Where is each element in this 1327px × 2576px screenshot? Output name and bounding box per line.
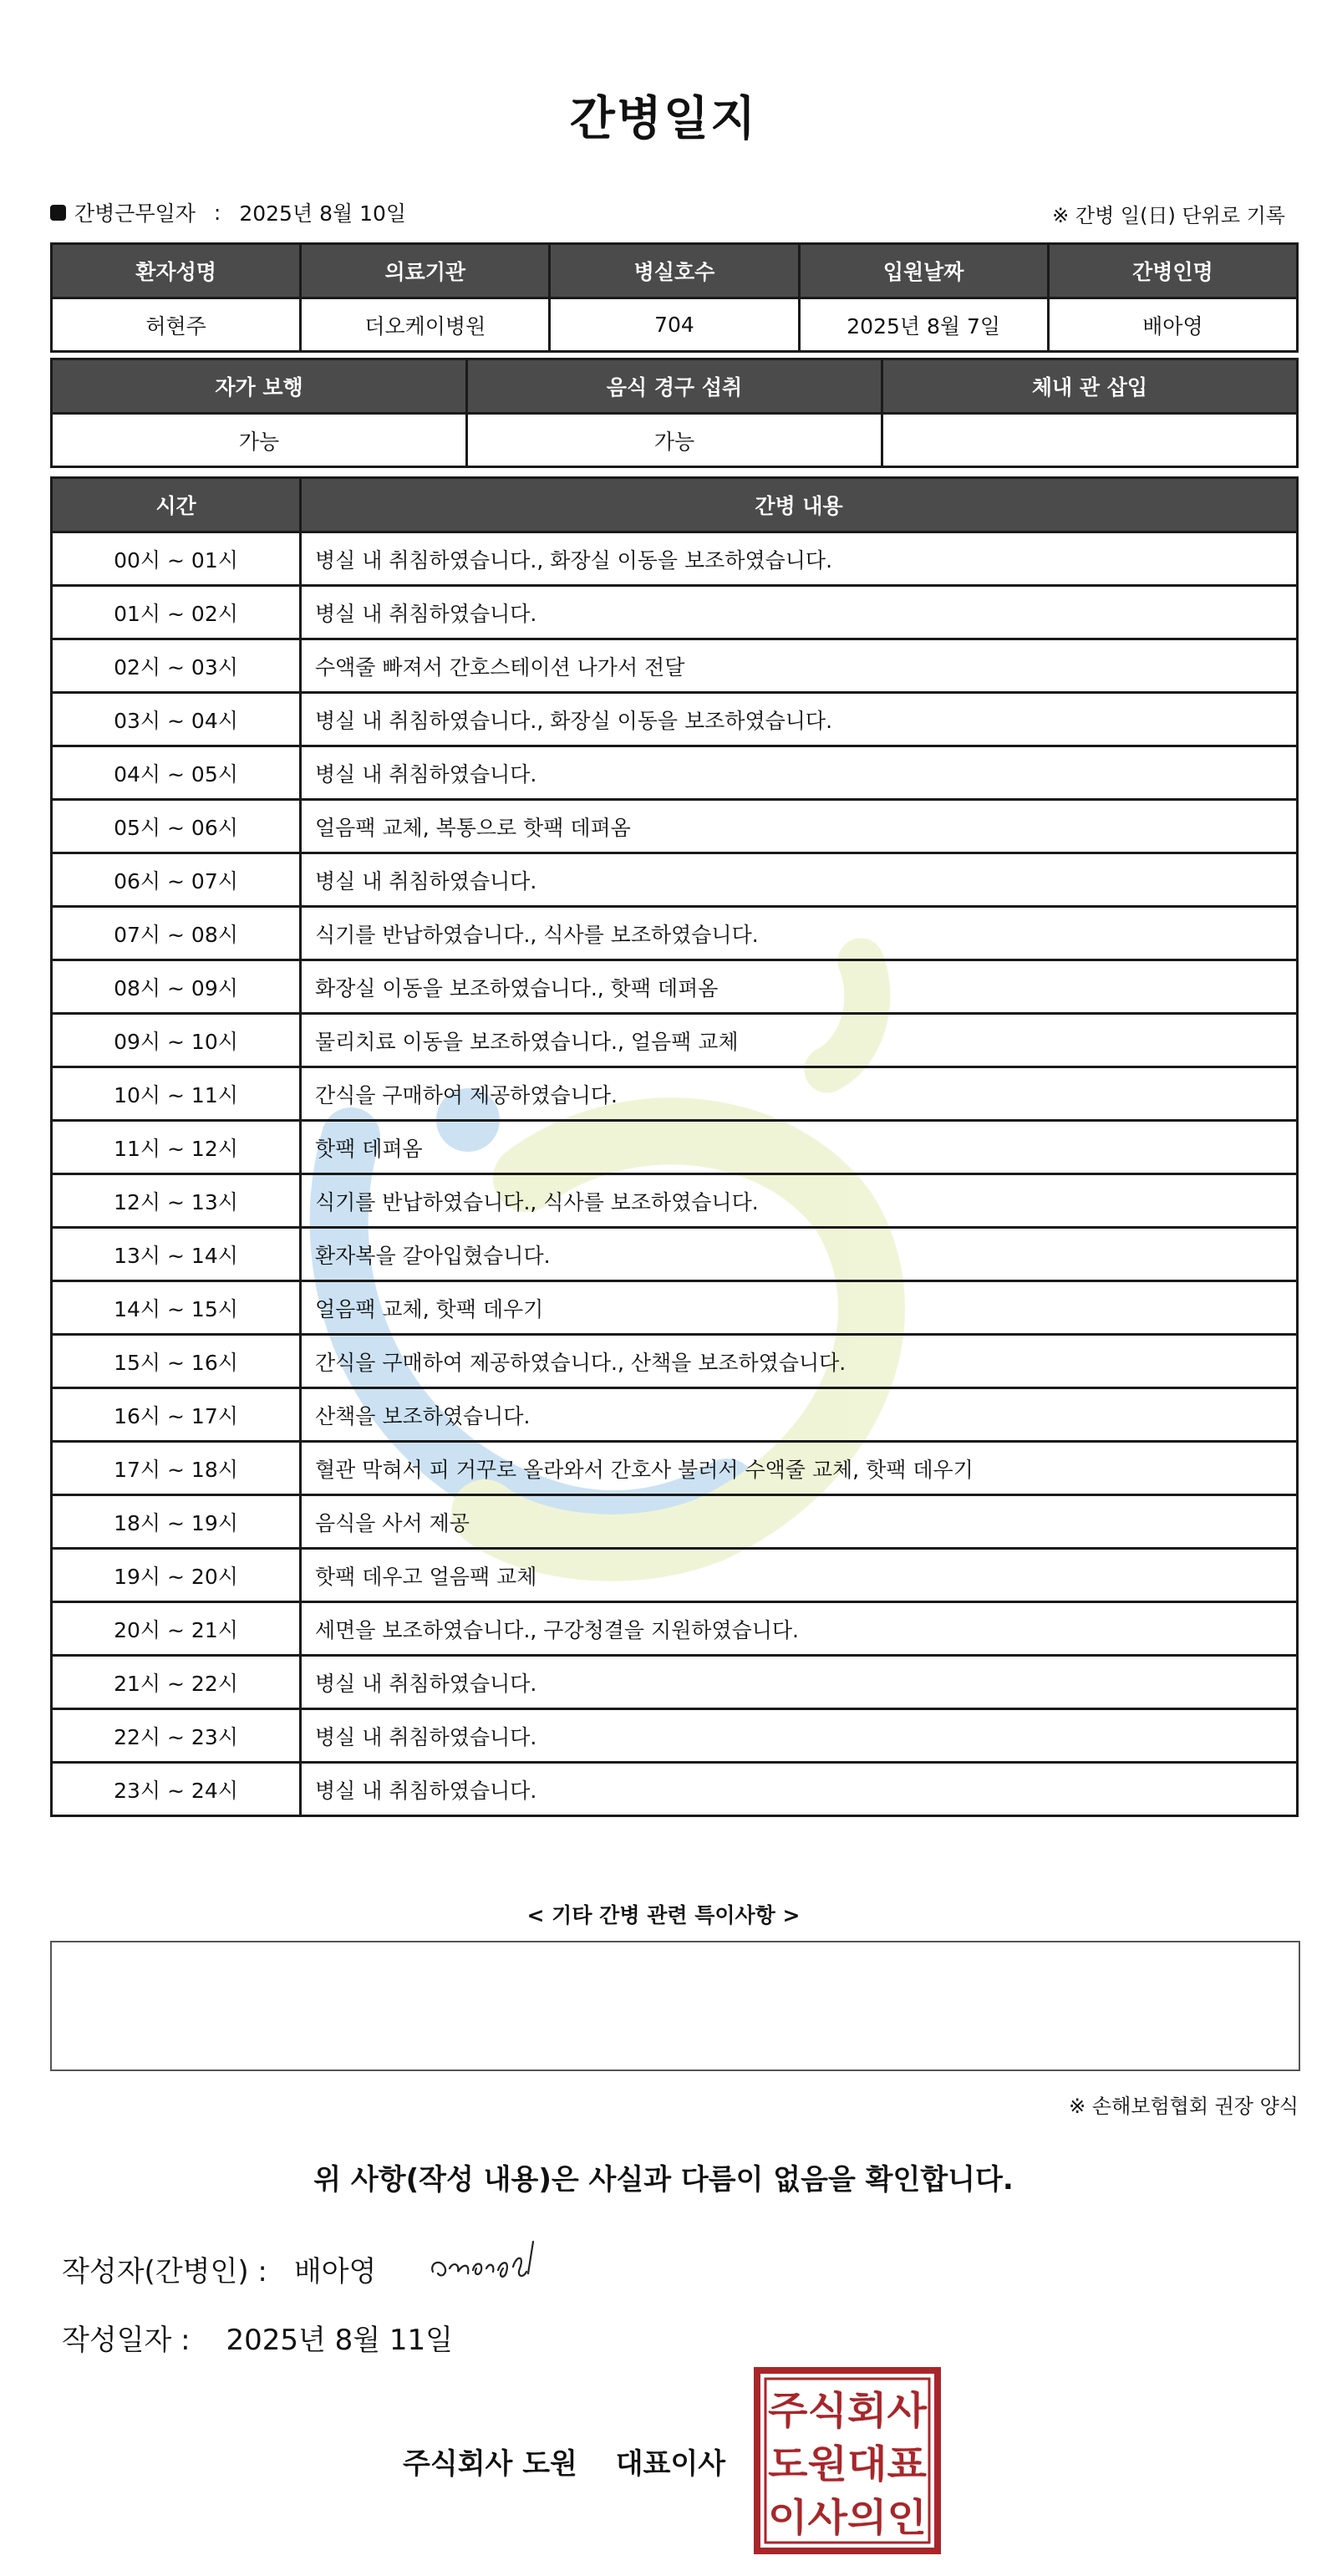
stamp-text-line: 주식회사 <box>768 2388 928 2433</box>
care-log-table <box>50 476 1299 1817</box>
writer-name: 배아영 <box>293 2255 377 2288</box>
caregiver-name: 배아영 <box>1048 298 1297 352</box>
header-tube-insertion: 체내 관 삽입 <box>882 359 1298 414</box>
log-row <box>52 693 1298 746</box>
admission-date: 2025년 8월 7일 <box>799 298 1048 352</box>
log-row <box>52 1602 1298 1656</box>
log-row <box>52 1228 1298 1281</box>
stamp-text-line: 도원대표 <box>768 2441 928 2487</box>
log-row <box>52 800 1298 853</box>
colon: : <box>213 200 221 225</box>
work-date-label: 간병근무일자 <box>74 201 196 226</box>
self-walking-value: 가능 <box>52 414 467 467</box>
work-date-value: 2025년 8월 10일 <box>239 201 407 226</box>
log-content: 병실 내 취침하였습니다. <box>301 1763 1298 1816</box>
confirmation-statement: 위 사항(작성 내용)은 사실과 다름이 없음을 확인합니다. <box>313 2163 1014 2197</box>
status-header-row <box>52 359 1298 414</box>
log-time: 08시 ~ 09시 <box>52 960 301 1014</box>
special-notes-box <box>50 1941 1300 2071</box>
log-time: 06시 ~ 07시 <box>52 853 301 907</box>
header-hospital: 의료기관 <box>301 244 550 298</box>
log-content: 산책을 보조하였습니다. <box>301 1388 1298 1442</box>
log-row <box>52 960 1298 1014</box>
log-time: 16시 ~ 17시 <box>52 1388 301 1442</box>
hospital: 더오케이병원 <box>301 298 550 352</box>
log-time: 17시 ~ 18시 <box>52 1442 301 1495</box>
log-time: 05시 ~ 06시 <box>52 800 301 853</box>
writer-line <box>62 2248 376 2289</box>
log-content: 식기를 반납하였습니다., 식사를 보조하였습니다. <box>301 907 1298 960</box>
handwritten-signature <box>426 2230 560 2297</box>
header-oral-intake: 음식 경구 섭취 <box>467 359 882 414</box>
written-date-label: 작성일자 : <box>62 2324 191 2357</box>
log-content: 음식을 사서 제공 <box>301 1495 1298 1549</box>
writer-label: 작성자(간병인) : <box>62 2255 267 2288</box>
log-time: 01시 ~ 02시 <box>52 586 301 639</box>
log-content: 물리치료 이동을 보조하였습니다., 얼음팩 교체 <box>301 1014 1298 1067</box>
log-time: 11시 ~ 12시 <box>52 1121 301 1174</box>
page-title: 간병일지 <box>569 92 758 146</box>
log-row <box>52 907 1298 960</box>
log-row <box>52 1121 1298 1174</box>
log-row <box>52 853 1298 907</box>
log-content: 화장실 이동을 보조하였습니다., 핫팩 데펴옴 <box>301 960 1298 1014</box>
log-row <box>52 1442 1298 1495</box>
log-row <box>52 586 1298 639</box>
special-notes-title: < 기타 간병 관련 특이사항 > <box>526 1903 801 1927</box>
log-row <box>52 1656 1298 1709</box>
log-time: 22시 ~ 23시 <box>52 1709 301 1763</box>
patient-table <box>50 242 1299 353</box>
log-row <box>52 1281 1298 1335</box>
written-date-value: 2025년 8월 11일 <box>226 2324 454 2357</box>
log-row <box>52 1495 1298 1549</box>
log-row <box>52 532 1298 586</box>
stamp-text-line: 이사의인 <box>768 2495 927 2540</box>
log-time: 09시 ~ 10시 <box>52 1014 301 1067</box>
log-time: 12시 ~ 13시 <box>52 1174 301 1228</box>
patient-name: 허현주 <box>52 298 301 352</box>
recommend-note: ※ 손해보험협회 권장 양식 <box>1069 2095 1299 2118</box>
log-time: 21시 ~ 22시 <box>52 1656 301 1709</box>
log-content: 병실 내 취침하였습니다., 화장실 이동을 보조하였습니다. <box>301 693 1298 746</box>
representative-title: 대표이사 <box>615 2447 726 2481</box>
log-time: 07시 ~ 08시 <box>52 907 301 960</box>
status-value-row <box>52 414 1298 467</box>
company-line <box>403 2441 725 2482</box>
log-time: 19시 ~ 20시 <box>52 1549 301 1602</box>
header-room: 병실호수 <box>550 244 799 298</box>
header-care-content: 간병 내용 <box>301 478 1298 532</box>
log-row <box>52 1335 1298 1388</box>
log-body <box>52 532 1298 1816</box>
room-number: 704 <box>550 298 799 352</box>
header-patient-name: 환자성명 <box>52 244 301 298</box>
company-name: 주식회사 도원 <box>403 2447 577 2481</box>
log-content: 얼음팩 교체, 핫팩 데우기 <box>301 1281 1298 1335</box>
header-self-walking: 자가 보행 <box>52 359 467 414</box>
tube-insertion-value <box>882 414 1298 467</box>
header-admission-date: 입원날짜 <box>799 244 1048 298</box>
status-table <box>50 358 1299 468</box>
log-row <box>52 1067 1298 1121</box>
log-content: 병실 내 취침하였습니다., 화장실 이동을 보조하였습니다. <box>301 532 1298 586</box>
log-content: 세면을 보조하였습니다., 구강청결을 지원하였습니다. <box>301 1602 1298 1656</box>
log-header-row <box>52 478 1298 532</box>
log-content: 얼음팩 교체, 복통으로 핫팩 데펴옴 <box>301 800 1298 853</box>
written-date-line <box>62 2317 453 2358</box>
log-content: 핫팩 데우고 얼음팩 교체 <box>301 1549 1298 1602</box>
log-row <box>52 1174 1298 1228</box>
log-content: 병실 내 취침하였습니다. <box>301 853 1298 907</box>
log-content: 병실 내 취침하였습니다. <box>301 746 1298 800</box>
work-date-line <box>50 197 406 227</box>
log-time: 20시 ~ 21시 <box>52 1602 301 1656</box>
log-content: 핫팩 데펴옴 <box>301 1121 1298 1174</box>
log-time: 23시 ~ 24시 <box>52 1763 301 1816</box>
patient-value-row <box>52 298 1298 352</box>
log-row <box>52 1709 1298 1763</box>
header-caregiver-name: 간병인명 <box>1048 244 1297 298</box>
log-content: 환자복을 갈아입혔습니다. <box>301 1228 1298 1281</box>
log-time: 10시 ~ 11시 <box>52 1067 301 1121</box>
company-seal-stamp <box>752 2365 943 2556</box>
log-content: 병실 내 취침하였습니다. <box>301 1709 1298 1763</box>
header-time: 시간 <box>52 478 301 532</box>
log-time: 02시 ~ 03시 <box>52 639 301 693</box>
log-content: 식기를 반납하였습니다., 식사를 보조하였습니다. <box>301 1174 1298 1228</box>
log-row <box>52 746 1298 800</box>
record-note: ※ 간병 일(日) 단위로 기록 <box>1052 204 1285 227</box>
log-row <box>52 1014 1298 1067</box>
oral-intake-value: 가능 <box>467 414 882 467</box>
log-time: 00시 ~ 01시 <box>52 532 301 586</box>
log-content: 간식을 구매하여 제공하였습니다. <box>301 1067 1298 1121</box>
log-time: 14시 ~ 15시 <box>52 1281 301 1335</box>
square-bullet-icon <box>50 205 66 221</box>
log-time: 15시 ~ 16시 <box>52 1335 301 1388</box>
log-time: 03시 ~ 04시 <box>52 693 301 746</box>
log-content: 혈관 막혀서 피 거꾸로 올라와서 간호사 불러서 수액줄 교체, 핫팩 데우기 <box>301 1442 1298 1495</box>
patient-header-row <box>52 244 1298 298</box>
log-row <box>52 1388 1298 1442</box>
log-time: 04시 ~ 05시 <box>52 746 301 800</box>
log-content: 간식을 구매하여 제공하였습니다., 산책을 보조하였습니다. <box>301 1335 1298 1388</box>
log-content: 병실 내 취침하였습니다. <box>301 1656 1298 1709</box>
log-time: 13시 ~ 14시 <box>52 1228 301 1281</box>
log-time: 18시 ~ 19시 <box>52 1495 301 1549</box>
log-row <box>52 1763 1298 1816</box>
log-row <box>52 639 1298 693</box>
log-content: 병실 내 취침하였습니다. <box>301 586 1298 639</box>
log-content: 수액줄 빠져서 간호스테이션 나가서 전달 <box>301 639 1298 693</box>
log-row <box>52 1549 1298 1602</box>
